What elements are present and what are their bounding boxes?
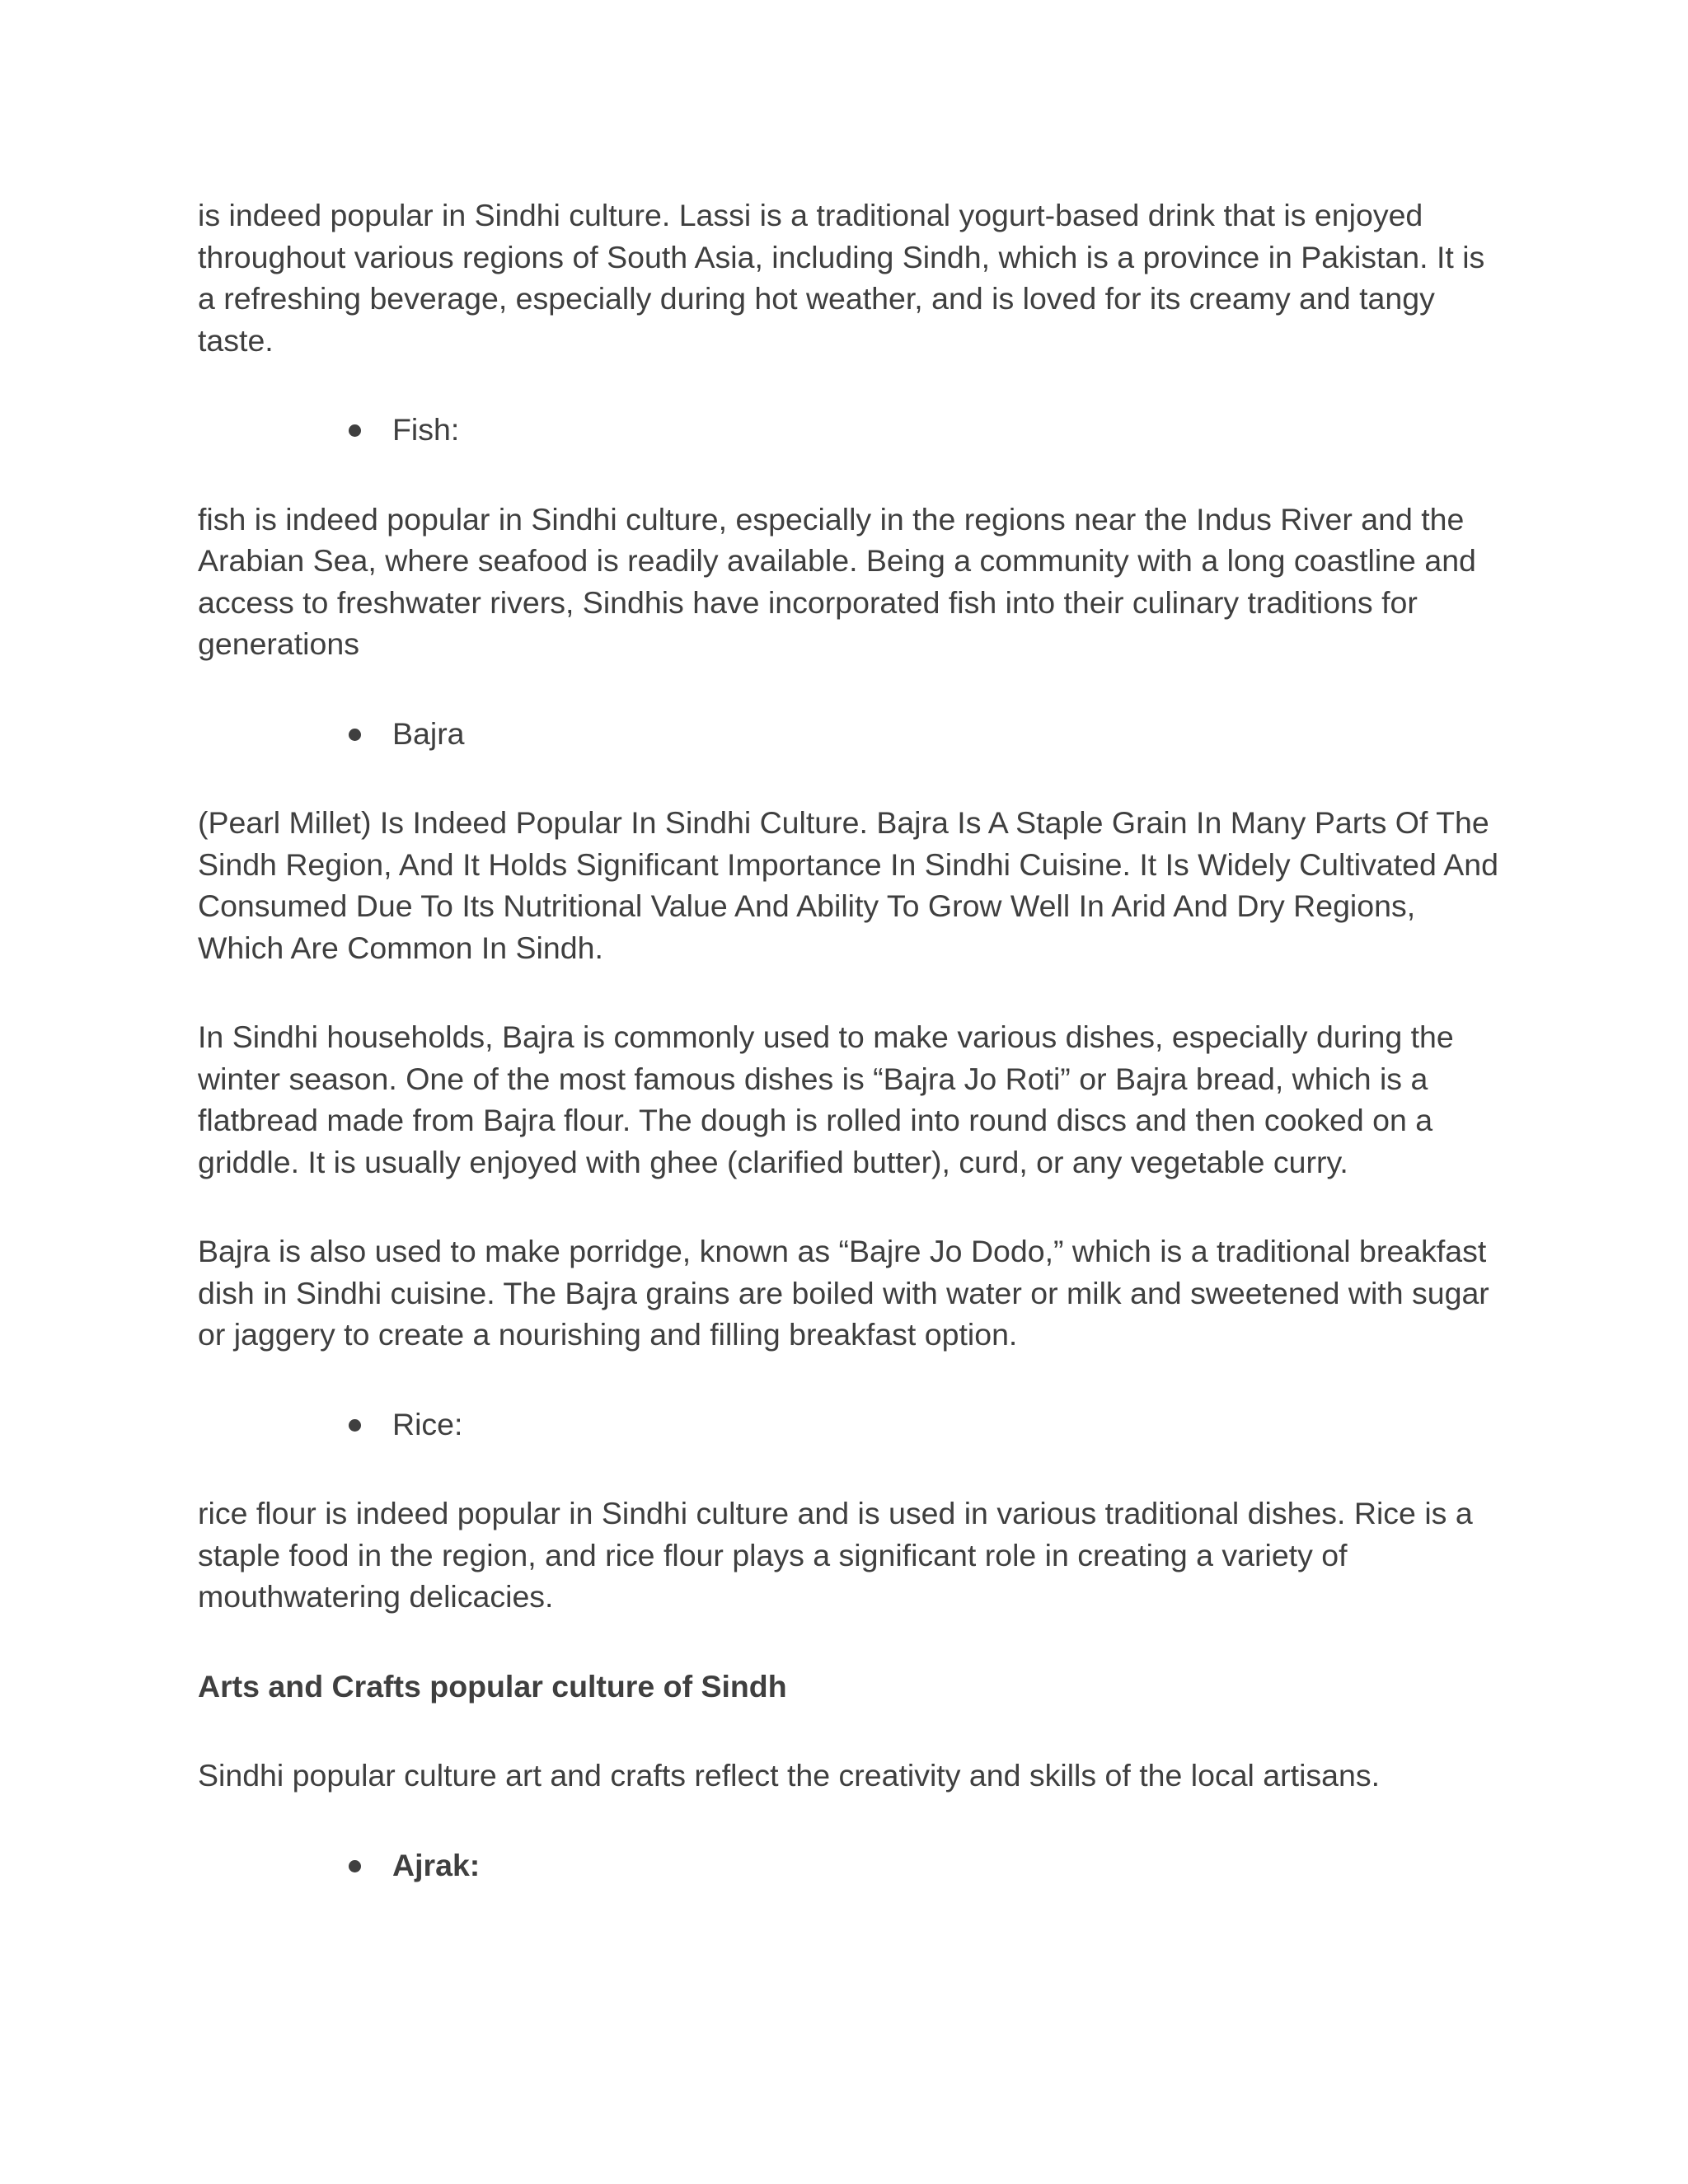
bullet-item-fish bbox=[198, 409, 1500, 451]
bullet-item-rice bbox=[198, 1404, 1500, 1446]
document-body bbox=[198, 194, 1500, 1933]
bullet-dot-icon bbox=[349, 424, 361, 437]
bullet-item-ajrak bbox=[198, 1844, 1500, 1886]
section-heading-arts: Arts and Crafts popular culture of Sindh bbox=[198, 1668, 787, 1704]
paragraph-arts: Sindhi popular culture art and crafts reflect the creativity and skills of the local artisans. bbox=[198, 1758, 1381, 1793]
paragraph-fish: fish is indeed popular in Sindhi culture, especially in the regions near the Indus River and the Arabian Sea, where seafood is readily available. Being a community with a long coastline and access to freshwater rivers, Sindhis have incorporated fish into their culinary traditions for generations bbox=[198, 501, 1476, 661]
bullet-dot-icon bbox=[349, 1860, 361, 1872]
bullet-label-ajrak: Ajrak: bbox=[392, 1847, 481, 1882]
bullet-label-rice: Rice: bbox=[392, 1406, 463, 1441]
bullet-dot-icon bbox=[349, 729, 361, 741]
paragraph-bajra-1: (Pearl Millet) Is Indeed Popular In Sindhi Culture. Bajra Is A Staple Grain In Many Parts Of The Sindh Region, And It Holds Significant Importance In Sindhi Cuisine. It Is Widely Cultivated And Consumed Due To Its Nutritional Value And Ability To Grow Well In Arid And Dry Regions, Which Are Common In Sindh. bbox=[198, 805, 1498, 965]
bullet-dot-icon bbox=[349, 1419, 361, 1432]
paragraph-lassi: is indeed popular in Sindhi culture. Lassi is a traditional yogurt-based drink that is enjoyed throughout various regions of South Asia, including Sindh, which is a province in Pakistan. It is a refreshing beverage, especially during hot weather, and is loved for its creamy and tangy taste. bbox=[198, 198, 1485, 358]
bullet-label-fish: Fish: bbox=[392, 412, 460, 447]
paragraph-bajra-2: In Sindhi households, Bajra is commonly used to make various dishes, especially during the winter season. One of the most famous dishes is “Bajra Jo Roti” or Bajra bread, which is a flatbread made from Bajra flour. The dough is rolled into round discs and then cooked on a griddle. It is usually enjoyed with ghee (clarified butter), curd, or any vegetable curry. bbox=[198, 1019, 1454, 1179]
paragraph-rice: rice flour is indeed popular in Sindhi culture and is used in various traditional dishes. Rice is a staple food in the region, and rice flour plays a significant role in creating a variety of mouthwatering delicacies. bbox=[198, 1496, 1473, 1614]
paragraph-bajra-3: Bajra is also used to make porridge, known as “Bajre Jo Dodo,” which is a traditional breakfast dish in Sindhi cuisine. The Bajra grains are boiled with water or milk and sweetened with sugar or jaggery to create a nourishing and filling breakfast option. bbox=[198, 1234, 1489, 1352]
bullet-item-bajra bbox=[198, 713, 1500, 755]
bullet-label-bajra: Bajra bbox=[392, 715, 465, 751]
